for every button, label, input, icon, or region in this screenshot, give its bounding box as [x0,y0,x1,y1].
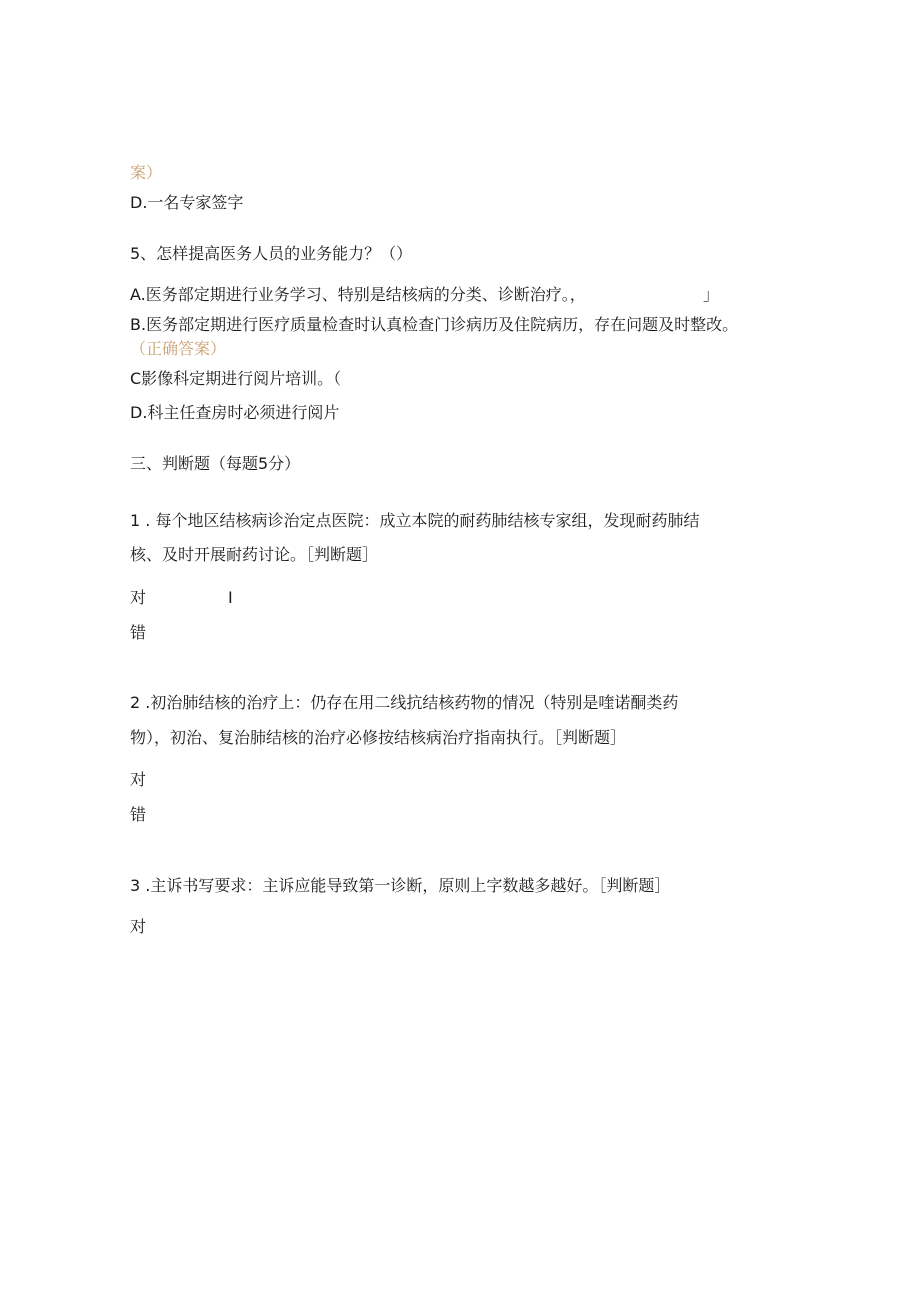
tf1-question-line2: 核、及时开展耐药讨论。［判断题］ [130,545,379,564]
q5-option-b: B.医务部定期进行医疗质量检查时认真检查门诊病历及住院病历，存在问题及时整改。 [130,315,739,334]
q5-question: 5、怎样提高医务人员的业务能力？（） [130,244,413,263]
section3-heading: 三、判断题（每题5分） [130,454,301,473]
tf2-question-line2: 物），初治、复治肺结核的治疗必修按结核病治疗指南执行。［判断题］ [130,728,627,747]
tf2-question-line1: 2 .初治肺结核的治疗上：仍存在用二线抗结核药物的情况（特别是喹诺酮类药 [130,693,679,712]
q5-option-a-mark: 」 [703,285,720,304]
tf2-option-false: 错 [130,805,147,824]
tf2-option-true: 对 [130,770,147,789]
tf1-question-line1: 1 . 每个地区结核病诊治定点医院：成立本院的耐药肺结核专家组，发现耐药肺结 [130,511,700,530]
q5-option-d: D.科主任查房时必须进行阅片 [130,403,340,422]
q4-answer-tail: 案） [130,163,163,182]
tf3-question: 3 .主诉书写要求：主诉应能导致第一诊断，原则上字数越多越好。［判断题］ [130,876,671,895]
tf3-option-true: 对 [130,917,147,936]
q5-option-a: A.医务部定期进行业务学习、特别是结核病的分类、诊断治疗。， [130,285,586,304]
tf1-option-true-mark: I [228,588,233,607]
tf1-option-false: 错 [130,623,147,642]
q5-option-c: C影像科定期进行阅片培训。（ [130,369,342,388]
q5-option-b-answer: （正确答案） [130,339,227,358]
tf1-option-true: 对 [130,588,147,607]
q4-option-d: D.一名专家签字 [130,193,244,212]
